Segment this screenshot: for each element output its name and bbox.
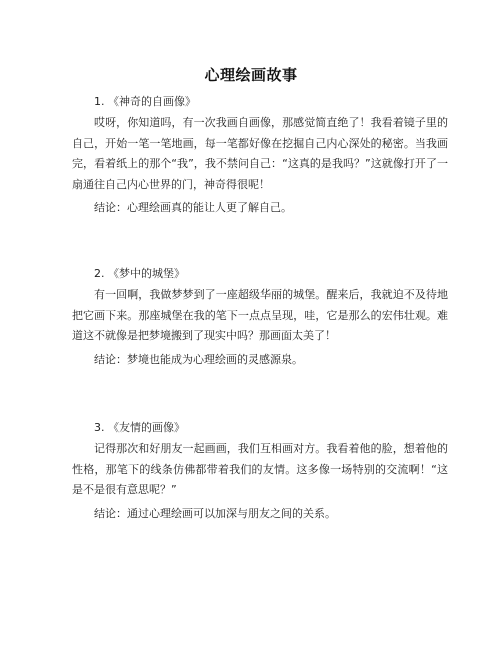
story-section-2 <box>72 266 448 368</box>
story-section-1 <box>72 94 448 216</box>
section-heading: 1. 《神奇的自画像》 <box>94 95 196 108</box>
section-conclusion: 结论：梦境也能成为心理绘画的灵感源泉。 <box>94 352 303 366</box>
section-conclusion: 结论：通过心理绘画可以加深与朋友之间的关系。 <box>94 506 336 520</box>
story-section-3 <box>72 420 448 522</box>
document-title: 心理绘画故事 <box>204 66 298 84</box>
section-paragraph: 哎呀，你知道吗，有一次我画自画像，那感觉简直绝了！我看着镜子里的自己，开始一笔一笔地画，每一笔都好像在挖掘自己内心深处的秘密。当我画完，看着纸上的那个“我”，我不禁问自己：“这真的是我吗？”这就像打开了一扇通往自己内心世界的门，神奇得很呢！ <box>72 116 448 191</box>
section-paragraph: 有一回啊，我做梦梦到了一座超级华丽的城堡。醒来后，我就迫不及待地把它画下来。那座城堡在我的笔下一点点呈现，哇，它是那么的宏伟壮观。难道这不就像是把梦境搬到了现实中吗？那画面太美了！ <box>72 288 448 342</box>
section-heading: 3. 《友情的画像》 <box>94 421 185 434</box>
section-paragraph: 记得那次和好朋友一起画画，我们互相画对方。我看着他的脸，想着他的性格，那笔下的线条仿佛都带着我们的友情。这多像一场特别的交流啊！“这是不是很有意思呢？” <box>72 442 448 496</box>
section-conclusion: 结论：心理绘画真的能让人更了解自己。 <box>94 201 292 214</box>
section-heading: 2. 《梦中的城堡》 <box>94 267 185 280</box>
